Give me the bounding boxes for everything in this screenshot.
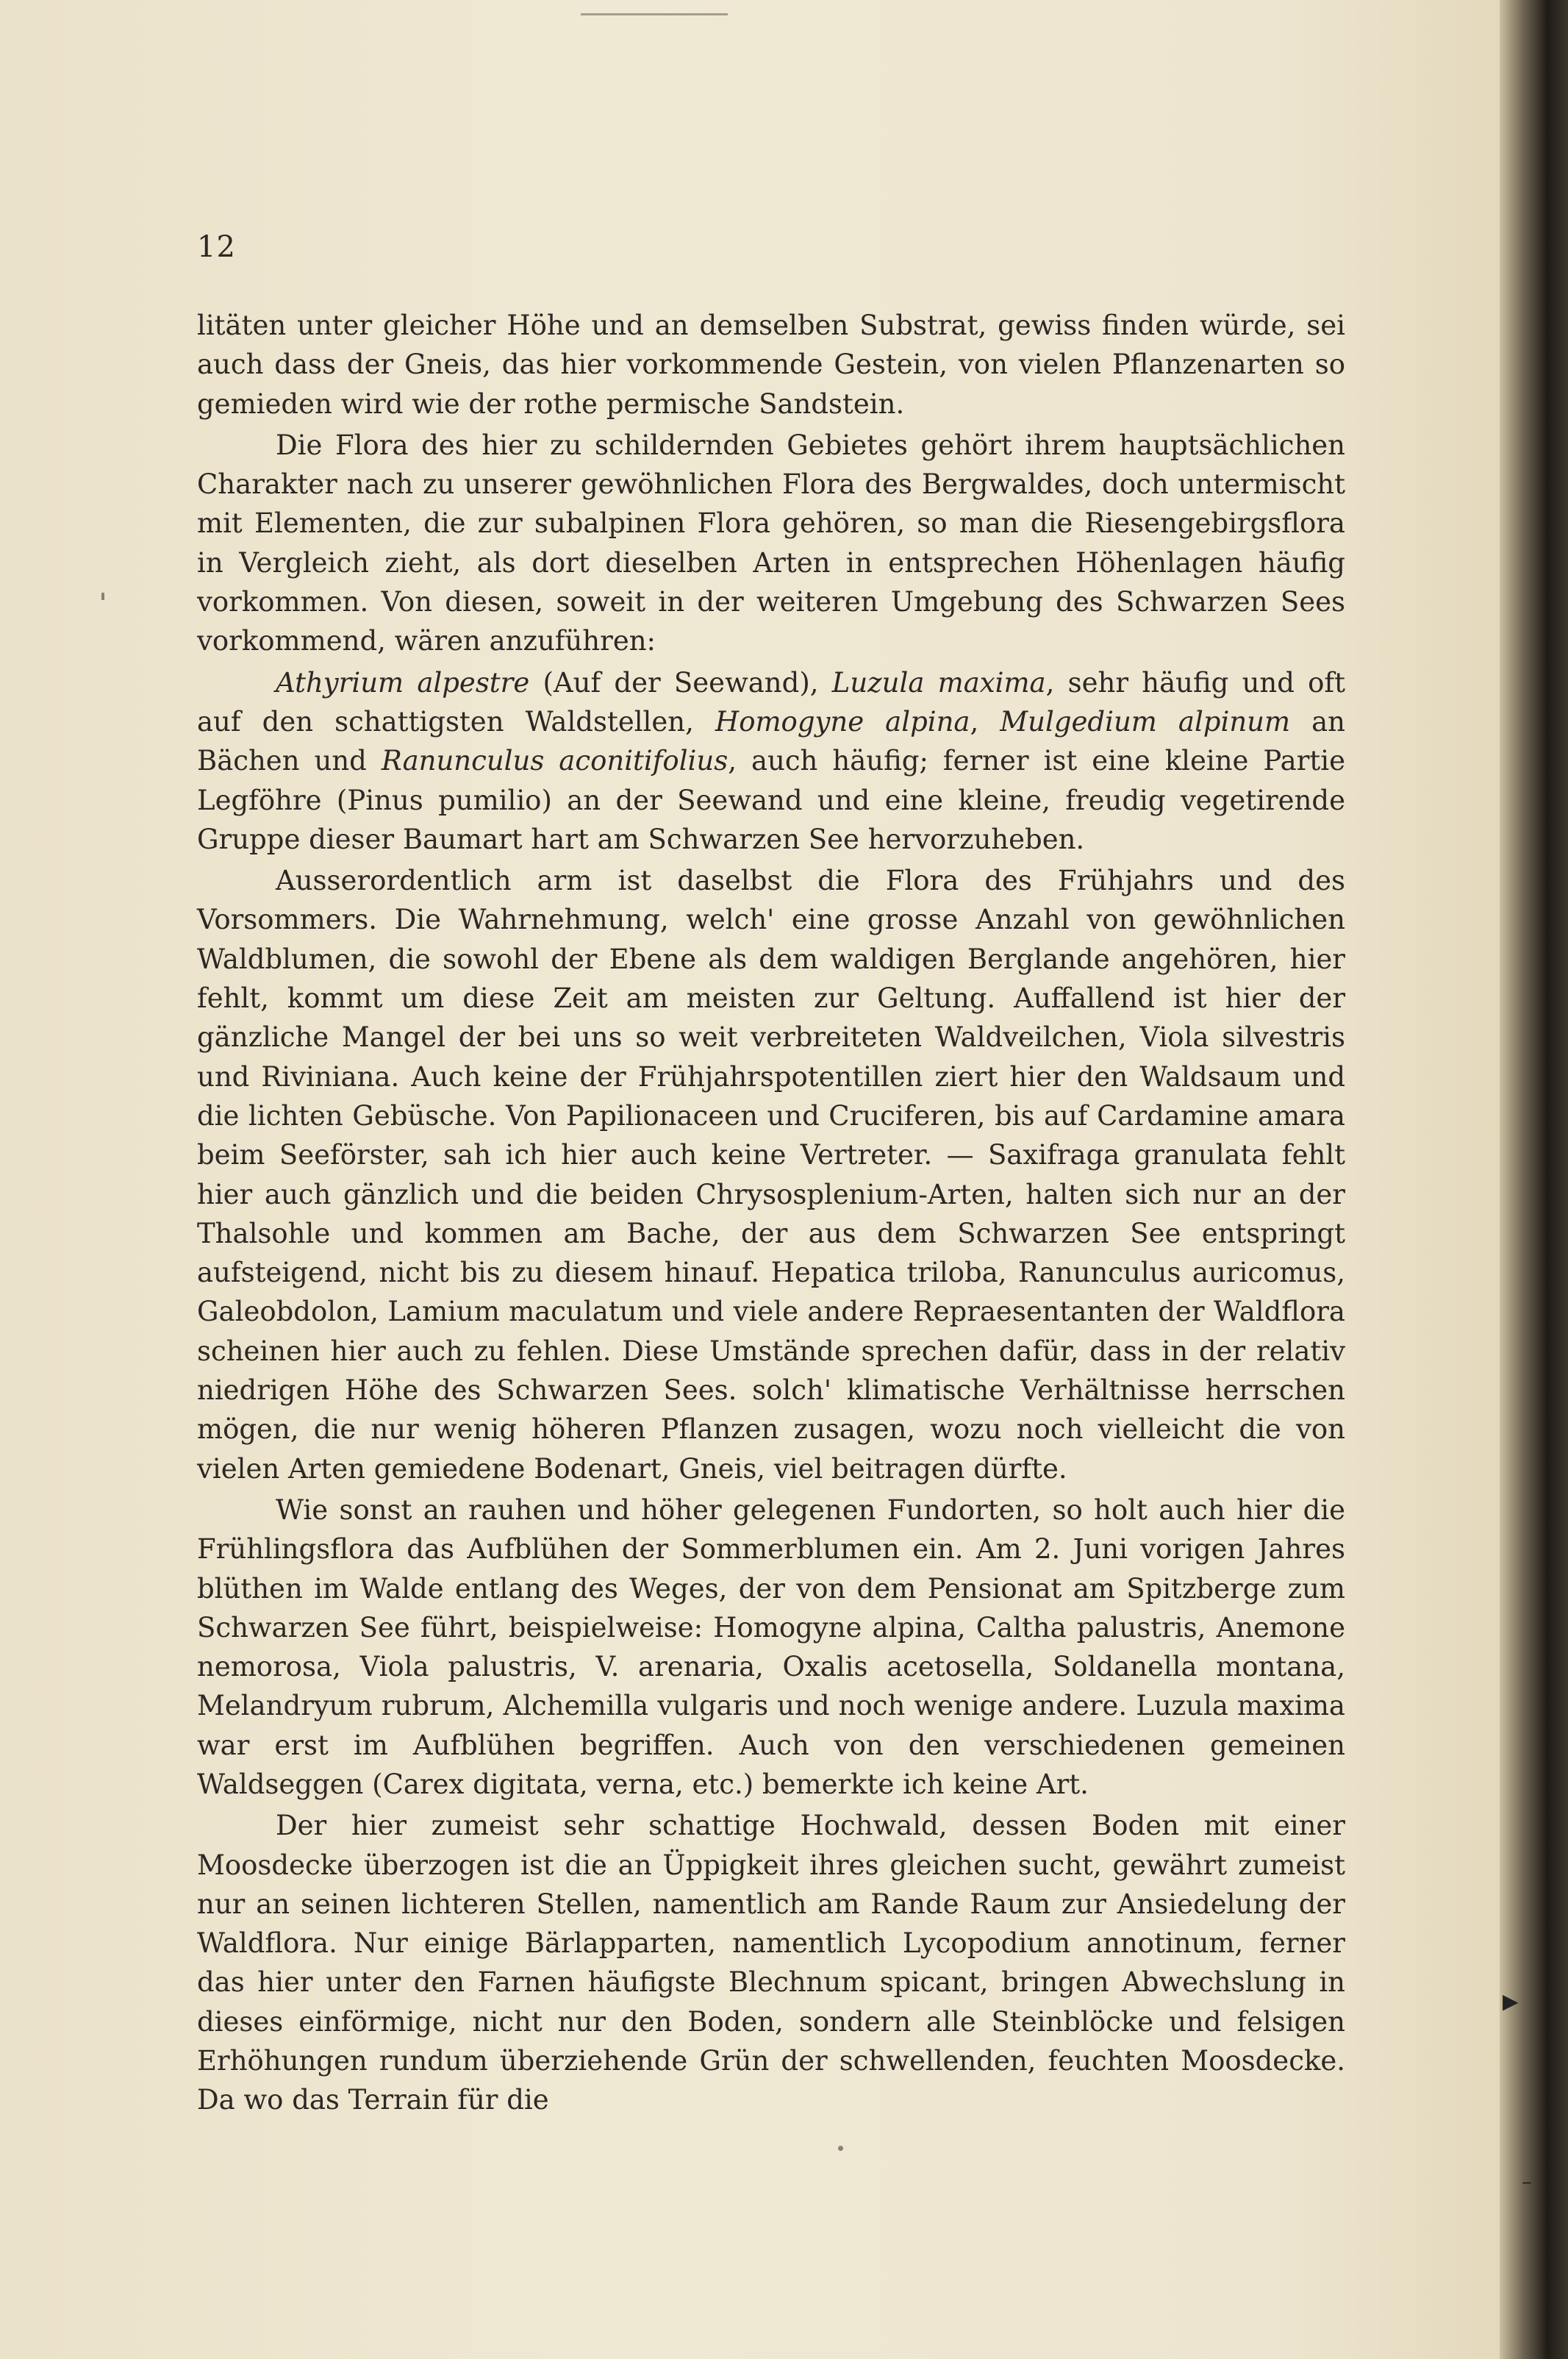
triangle-marker-icon: ▶ xyxy=(1503,1989,1519,2013)
book-spine-edge xyxy=(1500,0,1568,2359)
body-text xyxy=(197,306,1345,2120)
paragraph-text: Ausserordentlich arm ist daselbst die Flora des Frühjahrs und des Vorsommers. Die Wahrnehmung, welch' eine grosse Anzahl von gewöhnlichen Waldblumen, die sowohl der Ebene als dem waldigen Berglande angehören, hier fehlt, kommt um diese Zeit am meisten zur Geltung. Auffallend ist hier der gänzliche Mangel der bei uns so weit verbreiteten Waldveilchen, Viola silvestris und Riviniana. Auch keine der Frühjahrspotentillen ziert hier den Waldsaum und die lichten Gebüsche. Von Papilionaceen und Cruciferen, bis auf Cardamine amara beim Seeförster, sah ich hier auch keine Vertreter. — Saxifraga granulata fehlt hier auch gänzlich und die beiden Chrysosplenium-Arten, halten sich nur an der Thalsohle und kommen am Bache, der aus dem Schwarzen See entspringt aufsteigend, nicht bis zu diesem hinauf. Hepatica triloba, Ranunculus auricomus, Galeobdolon, Lamium maculatum und viele andere Repraesentanten der Waldflora scheinen hier auch zu fehlen. Diese Umstände sprechen dafür, dass in der relativ niedrigen Höhe des Schwarzen Sees. solch' klimatische Verhältnisse herrschen mögen, die nur wenig höheren Pflanzen zusagen, wozu noch vielleicht die von vielen Arten gemiedene Bodenart, Gneis, viel beitragen dürfte. xyxy=(197,865,1345,1485)
paragraph-text: an Bächen und xyxy=(197,705,1345,777)
paragraph-text: litäten unter gleicher Höhe und an demselben Substrat, gewiss finden würde, sei auch dass der Gneis, das hier vorkommende Gestein, von vielen Pflanzenarten so gemieden wird wie der rothe permische Sandstein. xyxy=(197,310,1345,420)
ink-spot xyxy=(838,2146,843,2151)
paragraph-2 xyxy=(197,426,1345,661)
paragraph-text: Die Flora des hier zu schildernden Gebietes gehört ihrem hauptsächlichen Charakter nach zu unserer gewöhnlichen Flora des Bergwaldes, doch untermischt mit Elementen, die zur subalpinen Flora gehören, so man die Riesengebirgsflora in Vergleich zieht, als dort dieselben Arten in entsprechen Höhenlagen häufig vorkommen. Von diesen, soweit in der weiteren Umgebung des Schwarzen Sees vorkommend, wären anzuführen: xyxy=(197,429,1345,657)
species-name: Luzula maxima xyxy=(831,666,1046,699)
paragraph-text: , xyxy=(970,705,1000,738)
paragraph-6 xyxy=(197,1806,1345,2119)
paragraph-text: Wie sonst an rauhen und höher gelegenen Fundorten, so holt auch hier die Frühlingsflora das Aufblühen der Sommerblumen ein. Am 2. Juni vorigen Jahres blüthen im Walde entlang des Weges, der von dem Pensionat am Spitzberge zum Schwarzen See führt, beispielweise: Homogyne alpina, Caltha palustris, Anemone nemorosa, Viola palustris, V. arenaria, Oxalis acetosella, Soldanella montana, Melandryum rubrum, Alchemilla vulgaris und noch wenige andere. Luzula maxima war erst im Aufblühen begriffen. Auch von den verschiedenen gemeinen Waldseggen (Carex digitata, verna, etc.) bemerkte ich keine Art. xyxy=(197,1493,1345,1800)
margin-mark xyxy=(101,593,104,600)
paragraph-1 xyxy=(197,306,1345,424)
paragraph-3 xyxy=(197,663,1345,859)
species-name: Mulgedium alpinum xyxy=(1000,705,1291,738)
species-name: Athyrium alpestre xyxy=(276,666,530,699)
paragraph-text: (Auf der Seewand), xyxy=(529,666,832,699)
paragraph-text: , sehr häufig und oft auf den schattigsten Waldstellen, xyxy=(197,666,1345,738)
page-number: 12 xyxy=(197,230,236,264)
paragraph-4 xyxy=(197,861,1345,1488)
dash-marker-icon: – xyxy=(1522,2169,1532,2194)
paragraph-5 xyxy=(197,1491,1345,1804)
paragraph-text: Der hier zumeist sehr schattige Hochwald, dessen Boden mit einer Moosdecke überzogen ist die an Üppigkeit ihres gleichen sucht, gewährt zumeist nur an seinen lichteren Stellen, namentlich am Rande Raum zur Ansiedelung der Waldflora. Nur einige Bärlapparten, namentlich Lycopodium annotinum, ferner das hier unter den Farnen häufigste Blechnum spicant, bringen Abwechslung in dieses einförmige, nicht nur den Boden, sondern alle Steinblöcke und felsigen Erhöhungen rundum überziehende Grün der schwellenden, feuchten Moosdecke. Da wo das Terrain für die xyxy=(197,1810,1345,2116)
top-rule xyxy=(581,13,728,15)
species-name: Homogyne alpina xyxy=(715,705,970,738)
species-name: Ranunculus aconitifolius xyxy=(381,745,728,777)
paragraph-text: , auch häufig; ferner ist eine kleine Partie Legföhre (Pinus pumilio) an der Seewand und eine kleine, freudig vegetirende Gruppe dieser Baumart hart am Schwarzen See hervorzuheben. xyxy=(197,745,1345,855)
